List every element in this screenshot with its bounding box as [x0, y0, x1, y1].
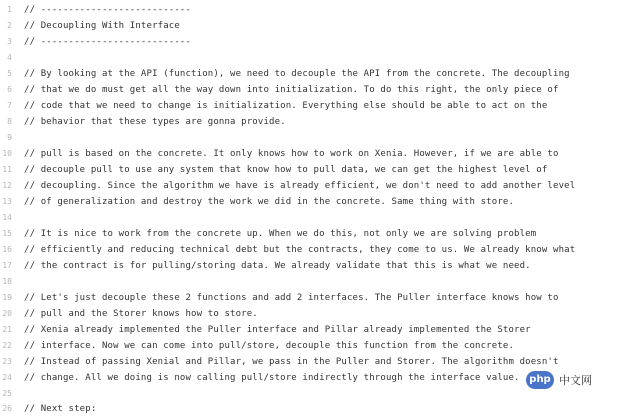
code-line [0, 98, 622, 114]
watermark-text: 中文网 [559, 373, 592, 387]
line-number: 14 [2, 213, 12, 222]
code-text: // code that we need to change is initialization. Everything else should be able to act on the [24, 101, 548, 111]
code-text: // the contract is for pulling/storing data. We already validate that this is what we need. [24, 261, 531, 271]
code-text: // It is nice to work from the concrete up. When we do this, not only we are solving problem [24, 229, 537, 239]
line-number: 9 [7, 133, 12, 142]
line-number: 15 [2, 229, 12, 238]
code-text: // pull is based on the concrete. It only knows how to work on Xenia. However, if we are able to [24, 149, 559, 159]
code-text: // Xenia already implemented the Puller interface and Pillar already implemented the Storer [24, 325, 531, 335]
line-number: 8 [7, 117, 12, 126]
code-text: // interface. Now we can come into pull/store, decouple this function from the concrete. [24, 341, 515, 351]
line-number: 20 [2, 309, 12, 318]
line-number: 26 [2, 404, 12, 413]
code-line [0, 114, 622, 130]
code-line [0, 401, 622, 417]
line-number: 13 [2, 197, 12, 206]
line-number: 11 [2, 165, 12, 174]
code-text: // efficiently and reducing technical debt but the contracts, they come to us. We already know what [24, 245, 576, 255]
code-line [0, 66, 622, 82]
line-number: 1 [7, 5, 12, 14]
code-text: // Let's just decouple these 2 functions and add 2 interfaces. The Puller interface knows how to [24, 293, 559, 303]
code-line [0, 18, 622, 34]
code-line [0, 338, 622, 354]
code-text: // that we do must get all the way down into initialization. To do this right, the only piece of [24, 85, 559, 95]
line-number: 5 [7, 69, 12, 78]
line-number: 22 [2, 341, 12, 350]
line-number: 24 [2, 373, 12, 382]
code-line [0, 162, 622, 178]
code-line [0, 50, 622, 66]
line-number: 10 [2, 149, 12, 158]
code-line [0, 322, 622, 338]
line-number: 21 [2, 325, 12, 334]
line-number: 4 [7, 53, 12, 62]
line-number: 16 [2, 245, 12, 254]
code-line [0, 2, 622, 18]
php-logo-icon: php [526, 371, 554, 389]
line-number: 2 [7, 21, 12, 30]
code-line [0, 226, 622, 242]
line-number: 18 [2, 277, 12, 286]
code-text: // pull and the Storer knows how to store. [24, 309, 258, 319]
code-text: // decouple pull to use any system that know how to pull data, we can get the highest level of [24, 165, 548, 175]
line-number: 23 [2, 357, 12, 366]
code-line [0, 274, 622, 290]
code-text: // Decoupling With Interface [24, 21, 180, 31]
code-text: // By looking at the API (function), we need to decouple the API from the concrete. The decoupling [24, 69, 570, 79]
line-number: 25 [2, 389, 12, 398]
code-line [0, 82, 622, 98]
code-text: // of generalization and destroy the work we did in the concrete. Same thing with store. [24, 197, 515, 207]
code-text: // change. All we doing is now calling pull/store indirectly through the interface value. [24, 373, 520, 383]
line-number: 6 [7, 85, 12, 94]
code-text: // --------------------------- [24, 5, 192, 15]
line-number: 12 [2, 181, 12, 190]
code-line [0, 258, 622, 274]
code-line [0, 194, 622, 210]
code-line [0, 130, 622, 146]
code-line [0, 306, 622, 322]
code-line [0, 146, 622, 162]
code-line [0, 34, 622, 50]
code-text: // Next step: [24, 404, 97, 414]
line-number: 19 [2, 293, 12, 302]
line-number: 7 [7, 101, 12, 110]
code-line [0, 290, 622, 306]
code-text: // --------------------------- [24, 37, 192, 47]
code-text: // decoupling. Since the algorithm we have is already efficient, we don't need to add another level [24, 181, 576, 191]
line-number: 17 [2, 261, 12, 270]
code-line [0, 210, 622, 226]
code-line [0, 242, 622, 258]
line-number: 3 [7, 37, 12, 46]
code-line [0, 178, 622, 194]
code-text: // behavior that these types are gonna provide. [24, 117, 286, 127]
code-text: // Instead of passing Xenial and Pillar, we pass in the Puller and Storer. The algorithm doesn't [24, 357, 559, 367]
site-watermark [520, 367, 615, 393]
